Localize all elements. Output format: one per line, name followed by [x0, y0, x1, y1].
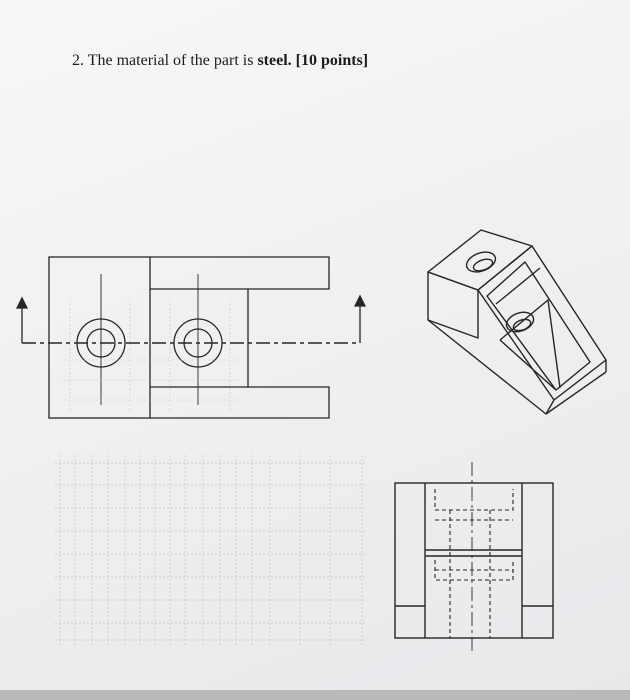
section-arrowhead-right: [355, 296, 365, 306]
front-view-right-block: [150, 257, 329, 418]
side-view-hidden-lines: [435, 489, 513, 638]
front-view-left-block: [49, 257, 150, 418]
question-number: 2.: [72, 52, 84, 69]
section-arrowhead-left: [17, 298, 27, 308]
iso-top-face: [428, 230, 532, 290]
front-view: [17, 257, 365, 418]
points-label: [10 points]: [295, 52, 369, 69]
question-prefix: The material of the part is: [87, 52, 254, 69]
sketch-grid-bottom: [55, 455, 365, 645]
side-view: [395, 483, 553, 638]
material-name: steel.: [257, 52, 292, 69]
side-view-outline: [395, 483, 553, 638]
isometric-view: [428, 230, 606, 414]
